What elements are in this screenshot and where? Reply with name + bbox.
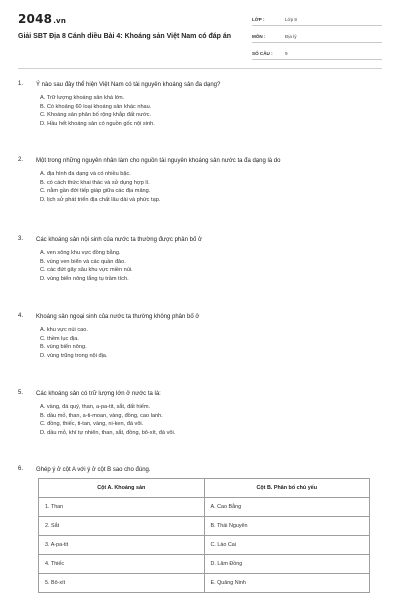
matching-table — [38, 478, 370, 593]
question-number: 1. — [18, 81, 24, 87]
option-c[interactable]: C. thềm lục địa. — [40, 335, 79, 342]
option-a[interactable]: A. Trữ lượng khoáng sản khá lớn. — [40, 95, 125, 101]
question-options — [40, 403, 380, 437]
column-a-cell: 4. Thiếc — [39, 555, 205, 574]
meta-row-subject — [252, 31, 382, 43]
question-number: 2. — [18, 157, 24, 163]
option-b[interactable]: B. Có khoảng 60 loại khoáng sản khác nhau. — [40, 103, 152, 110]
question-number: 5. — [18, 390, 24, 396]
question-text: Ghép ý ở cột A với ý ở cột B sao cho đúng. — [36, 467, 151, 473]
column-a-cell: 2. Sắt — [39, 517, 205, 536]
meta-label: LỚP : — [252, 17, 265, 22]
question-options — [40, 94, 380, 128]
column-a-cell: 1. Than — [39, 498, 205, 517]
meta-row-class — [252, 14, 382, 26]
column-b-cell: B. Thái Nguyên — [204, 517, 370, 536]
column-a-cell: 5. Bô-xít — [39, 574, 205, 593]
column-a-cell: 3. A-pa-tit — [39, 536, 205, 555]
logo-tld: .vn — [53, 17, 67, 25]
column-b-cell: D. Lâm Đồng — [204, 555, 370, 574]
option-b[interactable]: B. dầu mỏ, than, a-ti-moan, vàng, đồng, cao lanh. — [40, 412, 163, 419]
column-b-cell: A. Cao Bằng — [204, 498, 370, 517]
table-header-row — [39, 479, 370, 498]
question-text: Ý nào sau đây thể hiện Việt Nam có tài nguyên khoáng sản đa dạng? — [36, 82, 221, 88]
option-d[interactable]: D. vùng trũng trong nội địa. — [40, 352, 108, 359]
question-text: Các khoáng sản có trữ lượng lớn ở nước ta là: — [36, 391, 161, 397]
option-a[interactable]: A. địa hình đa dạng và có nhiều bậc. — [40, 171, 131, 177]
meta-label: SỐ CÂU : — [252, 51, 273, 56]
column-b-cell: C. Lào Cai — [204, 536, 370, 555]
table-row — [39, 536, 370, 555]
meta-value: Lớp 8 — [285, 17, 297, 22]
page-header — [0, 0, 400, 62]
option-c[interactable]: C. Khoáng sản phân bố rộng khắp đất nước. — [40, 112, 151, 118]
table-row — [39, 555, 370, 574]
question-number: 4. — [18, 313, 24, 319]
option-d[interactable]: D. lịch sử phát triển địa chất lâu dài và phức tạp. — [40, 196, 161, 203]
meta-row-count — [252, 48, 382, 60]
option-d[interactable]: D. dầu mỏ, khí tự nhiên, than, sắt, đồng, bô-xít, đá vôi. — [40, 429, 176, 436]
option-b[interactable]: B. vùng ven biển và các quần đảo. — [40, 258, 126, 265]
column-b-cell: E. Quảng Ninh — [204, 574, 370, 593]
option-a[interactable]: A. khu vực núi cao. — [40, 327, 88, 333]
option-b[interactable]: B. vùng biển nông. — [40, 344, 87, 350]
meta-label: MÔN : — [252, 34, 266, 39]
table-row — [39, 517, 370, 536]
question-text: Các khoáng sản nội sinh của nước ta thường được phân bố ở — [36, 237, 202, 243]
table-row — [39, 498, 370, 517]
option-d[interactable]: D. Hầu hết khoáng sản có nguồn gốc nội sinh. — [40, 120, 155, 127]
header-divider — [18, 68, 382, 69]
option-b[interactable]: B. có cách thức khai thác và sử dụng hợp lí. — [40, 179, 150, 186]
column-a-header: Cột A. Khoáng sản — [39, 479, 205, 498]
site-logo[interactable] — [18, 12, 66, 26]
question-number: 3. — [18, 236, 24, 242]
column-b-header: Cột B. Phân bố chủ yếu — [204, 479, 370, 498]
logo-main: 2048 — [18, 12, 53, 26]
question-options — [40, 170, 380, 204]
question-text: Một trong những nguyên nhân làm cho nguồn tài nguyên khoáng sản nước ta đa dạng là do — [36, 158, 281, 164]
option-a[interactable]: A. ven sông khu vực đồng bằng. — [40, 250, 121, 256]
option-c[interactable]: C. đồng, thiếc, ti-tan, vàng, ni-ken, đá vôi. — [40, 421, 144, 427]
question-options — [40, 326, 380, 360]
table-row — [39, 574, 370, 593]
meta-value: Địa lý — [285, 34, 297, 39]
meta-value: 9 — [285, 51, 288, 56]
question-options — [40, 249, 380, 283]
meta-info — [252, 14, 382, 65]
page-title: Giải SBT Địa 8 Cánh diều Bài 4: Khoáng sản Việt Nam có đáp án — [18, 33, 232, 40]
option-a[interactable]: A. vàng, đá quý, than, a-pa-tit, sắt, đất hiếm. — [40, 404, 151, 410]
option-c[interactable]: C. các đứt gãy sâu khu vực miền núi. — [40, 267, 133, 273]
question-number: 6. — [18, 466, 24, 472]
question-text: Khoáng sản ngoại sinh của nước ta thường không phân bố ở — [36, 314, 200, 320]
option-c[interactable]: C. nằm gần đới tiếp giáp giữa các địa mảng. — [40, 188, 151, 194]
option-d[interactable]: D. vùng biển nông lắng tụ trầm tích. — [40, 275, 129, 282]
